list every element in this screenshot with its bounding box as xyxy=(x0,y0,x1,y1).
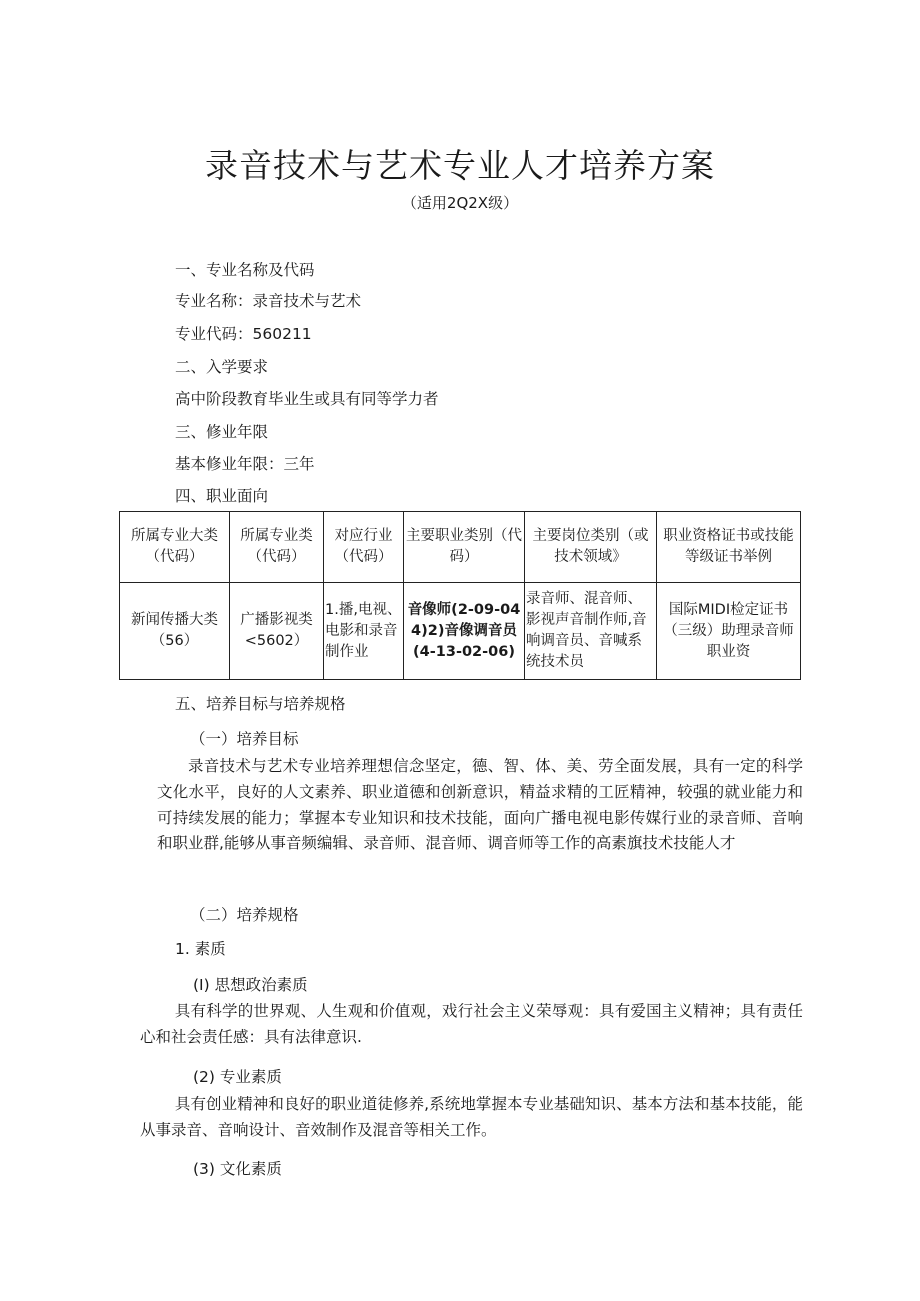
cell-industry: 1.播,电视、电影和录音制作业 xyxy=(324,583,404,680)
study-duration: 基本修业年限：三年 xyxy=(175,455,315,473)
admission-requirement: 高中阶段教育毕业生或具有同等学力者 xyxy=(175,390,439,408)
cell-major-category: 新闻传播大类（56） xyxy=(120,583,230,680)
quality-heading: 1. 素质 xyxy=(175,940,226,958)
cultural-quality-heading: (3) 文化素质 xyxy=(193,1160,282,1178)
professional-quality-heading: (2) 专业素质 xyxy=(193,1068,282,1086)
cell-position: 录音师、混音师、影视声音制作师,音响调音员、音喊系统技术员 xyxy=(525,583,657,680)
table-row xyxy=(120,583,801,680)
header-industry: 对应行业（代码） xyxy=(324,512,404,583)
header-position: 主要岗位类别（或技术领域》 xyxy=(525,512,657,583)
training-goal-heading: （一）培养目标 xyxy=(190,730,299,748)
header-major-class: 所属专业类（代码） xyxy=(230,512,324,583)
header-occupation: 主要职业类别（代码） xyxy=(404,512,525,583)
cell-certificate: 国际MIDI检定证书（三级）助理录音师职业资 xyxy=(657,583,801,680)
header-certificate: 职业资格证书或技能等级证书举例 xyxy=(657,512,801,583)
section-2-heading: 二、入学要求 xyxy=(175,358,269,376)
section-3-heading: 三、修业年限 xyxy=(175,423,269,441)
major-name: 专业名称：录音技术与艺术 xyxy=(175,292,362,310)
document-subtitle: （适用2Q2X级） xyxy=(401,194,519,212)
header-major-category: 所属专业大类（代码） xyxy=(120,512,230,583)
political-quality-heading: (I) 思想政治素质 xyxy=(193,976,308,994)
major-code: 专业代码：560211 xyxy=(175,325,312,343)
cell-major-class: 广播影视类<5602） xyxy=(230,583,324,680)
table-header-row xyxy=(120,512,801,583)
section-5-heading: 五、培养目标与培养规格 xyxy=(175,695,346,713)
cell-occupation: 音像师(2-09-044)2)音像调音员(4-13-02-06) xyxy=(404,583,525,680)
section-4-heading: 四、职业面向 xyxy=(175,487,269,505)
political-quality-text: 具有科学的世界观、人生观和价值观，戏行社会主义荣辱观：具有爱国主义精神；具有责任心和社会责任感：具有法律意识. xyxy=(140,1002,803,1046)
career-orientation-table xyxy=(119,511,801,680)
section-1-heading: 一、专业名称及代码 xyxy=(175,261,315,279)
training-goal-text: 录音技术与艺术专业培养理想信念坚定，德、智、体、美、劳全面发展，具有一定的科学文化水平，良好的人文素养、职业道德和创新意识，精益求精的工匠精神，较强的就业能力和可持续发展的能力；掌握本专业知识和技术技能，面向广播电视电影传媒行业的录音师、音响和职业群,能够从事音频编辑、录音师、混音师、调音师等工作的高素旗技术技能人才 xyxy=(157,757,803,853)
training-spec-heading: （二）培养规格 xyxy=(190,906,299,924)
document-title: 录音技术与艺术专业人才培养方案 xyxy=(205,146,715,185)
professional-quality-text: 具有创业精神和良好的职业道徒修养,系统地掌握本专业基础知识、基本方法和基本技能，能从事录音、音响设计、音效制作及混音等相关工作。 xyxy=(140,1095,803,1139)
